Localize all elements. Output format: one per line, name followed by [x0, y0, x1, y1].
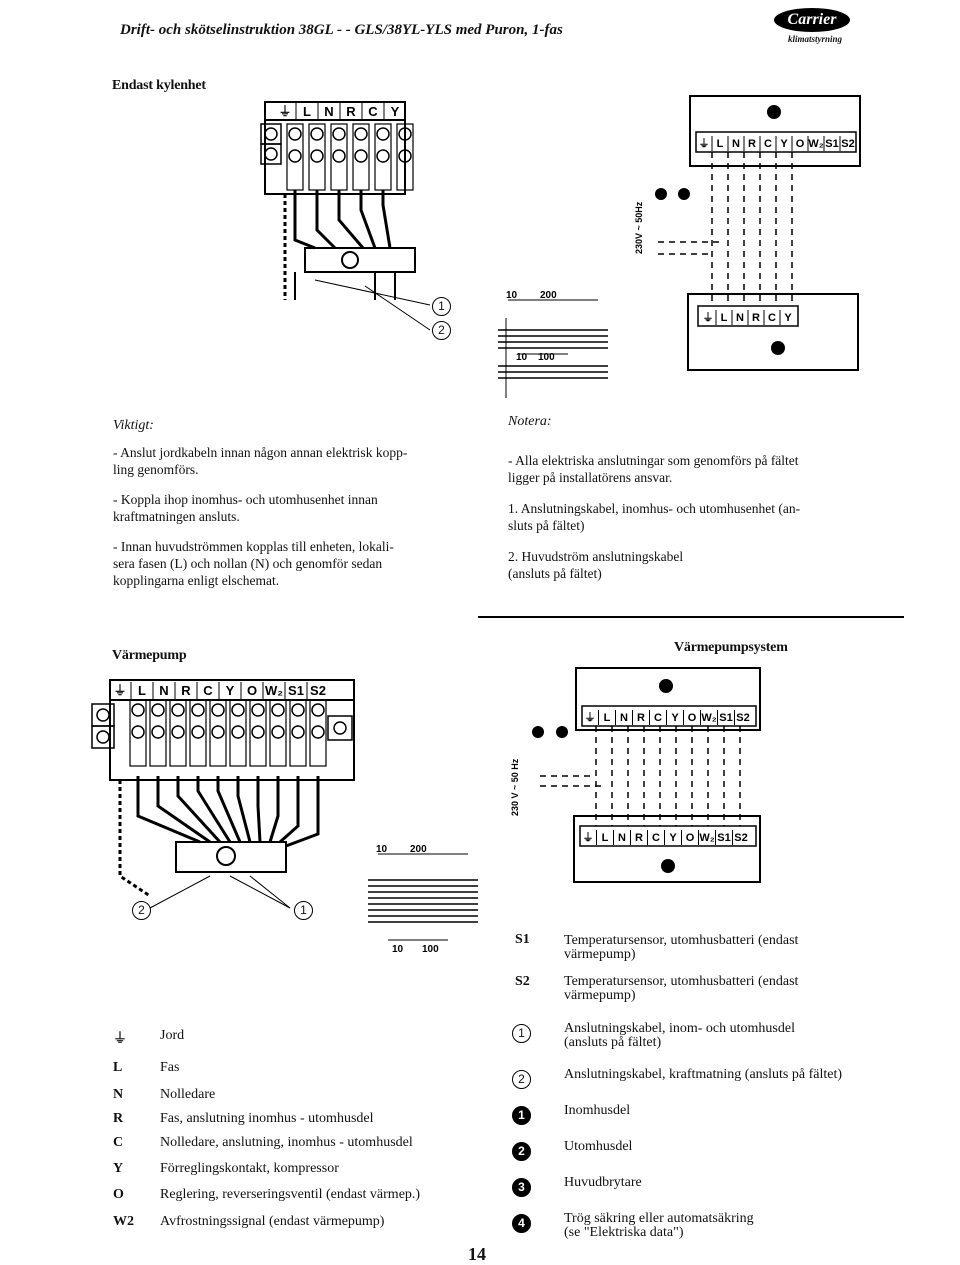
terminal-label: W₂ [699, 832, 715, 844]
callout-2-heat-pump: 2 [132, 901, 151, 920]
important-item-1: - Anslut jordkabeln innan någon annan elektrisk kopp- ling genomförs. [113, 445, 408, 477]
cable-strip-diagram-2 [358, 840, 488, 960]
terminal-label: Y [225, 683, 235, 698]
terminal-label: Y [784, 312, 792, 324]
legend-description: Nolledare, anslutning, inomhus - utomhusdel [160, 1135, 413, 1150]
terminal-label: L [138, 683, 146, 698]
terminal-label: W₂ [808, 138, 824, 150]
terminal-label: R [346, 104, 356, 119]
terminal-label: R [635, 832, 643, 844]
notes-title: Notera: [508, 414, 552, 429]
svg-text:10: 10 [516, 352, 528, 363]
terminal-label: L [601, 832, 609, 844]
terminal-screw [152, 726, 164, 738]
callout-1-heat-pump: 1 [294, 901, 313, 920]
legend-symbol: N [113, 1087, 124, 1102]
terminal-label: S1 [288, 683, 304, 698]
svg-text:230V ~ 50Hz: 230V ~ 50Hz [634, 201, 644, 254]
terminal-label: L [303, 104, 311, 119]
terminal-screw [132, 704, 144, 716]
terminal-screw [212, 704, 224, 716]
wiring-schematic-heat-pump [500, 666, 770, 890]
terminal-label: R [181, 683, 191, 698]
section-heading-heat-pump: Värmepump [112, 648, 187, 663]
terminal-screw [289, 128, 301, 140]
terminal-label: S1 [717, 832, 731, 844]
terminal-label: N [736, 312, 744, 324]
terminal-label: ⏚ [698, 138, 710, 150]
legend-description: Förreglingskontakt, kompressor [160, 1161, 339, 1176]
logo-name: Carrier [774, 8, 850, 32]
section-heading-cooling-only: Endast kylenhet [112, 78, 206, 93]
terminal-label: N [620, 712, 628, 724]
terminal-label: N [732, 138, 740, 150]
legend-number-description: Utomhusdel [564, 1139, 633, 1154]
terminal-label: C [652, 832, 660, 844]
terminal-label: W₂ [264, 683, 284, 698]
terminal-screw [289, 150, 301, 162]
legend-symbol: R [113, 1111, 124, 1126]
terminal-label: W₂ [701, 712, 717, 724]
legend-symbol: O [113, 1187, 124, 1202]
legend-description: Fas, anslutning inomhus - utomhusdel [160, 1111, 374, 1126]
svg-text:200: 200 [410, 844, 427, 855]
legend-number-badge: 2 [512, 1070, 531, 1089]
note-item-2: 1. Anslutningskabel, inomhus- och utomhusenhet (an- sluts på fältet) [508, 501, 801, 533]
terminal-screw [192, 704, 204, 716]
terminal-screw [333, 150, 345, 162]
terminal-label: C [764, 138, 772, 150]
legend-description: Fas [160, 1060, 180, 1075]
note-item-1: - Alla elektriska anslutningar som genomförs på fältet ligger på installatörens ansvar. [508, 453, 799, 485]
terminal-label: Y [780, 138, 788, 150]
terminal-label: R [748, 138, 756, 150]
sensor-text-s1: Temperatursensor, utomhusbatteri (endast värmepump) [564, 933, 799, 962]
svg-text:10: 10 [506, 290, 518, 301]
terminal-label: S1 [719, 712, 733, 724]
terminal-screw [311, 150, 323, 162]
terminal-label: C [654, 712, 662, 724]
terminal-label: N [324, 104, 334, 119]
terminal-label: C [203, 683, 213, 698]
legend-symbol: L [113, 1060, 123, 1075]
legend-number-badge: 1 [512, 1106, 531, 1125]
terminal-label: S2 [734, 832, 748, 844]
terminal-block-diagram-heat-pump [90, 676, 360, 916]
terminal-label: ⏚ [278, 104, 292, 119]
terminal-screw [232, 704, 244, 716]
document-header-title: Drift- och skötselinstruktion 38GL - - GLS/38YL-YLS med Puron, 1-fas [120, 22, 563, 38]
terminal-screw [132, 726, 144, 738]
legend-number-badge: 2 [512, 1142, 531, 1161]
callout-2: 2 [432, 321, 451, 340]
legend-number-description: Inomhusdel [564, 1103, 631, 1118]
terminal-screw [232, 726, 244, 738]
terminal-label: S2 [736, 712, 750, 724]
terminal-screw [333, 128, 345, 140]
terminal-screw [272, 726, 284, 738]
terminal-label: C [368, 104, 378, 119]
sensor-text-s2: Temperatursensor, utomhusbatteri (endast värmepump) [564, 974, 799, 1003]
sensor-code-s1: S1 [515, 932, 530, 947]
terminal-label: Y [671, 712, 679, 724]
legend-symbol: Y [113, 1161, 124, 1176]
terminal-screw [212, 726, 224, 738]
terminal-label: ⏚ [702, 312, 714, 324]
sensor-code-s2: S2 [515, 974, 530, 989]
terminal-screw [272, 704, 284, 716]
terminal-block-diagram-cooling [255, 100, 455, 340]
terminal-screw [355, 128, 367, 140]
carrier-logo [772, 6, 854, 44]
legend-number-description: Trög säkring eller automatsäkring (se "Elektriska data") [564, 1211, 754, 1240]
terminal-label: O [246, 683, 258, 698]
terminal-label: N [159, 683, 169, 698]
legend-description: Jord [160, 1028, 185, 1043]
terminal-screw [292, 704, 304, 716]
terminal-screw [252, 726, 264, 738]
terminal-label: L [716, 138, 724, 150]
terminal-label: O [685, 832, 695, 844]
legend-description: Avfrostningssignal (endast värmepump) [160, 1214, 385, 1229]
terminal-label: O [795, 138, 805, 150]
terminal-label: C [768, 312, 776, 324]
terminal-screw [377, 128, 389, 140]
terminal-screw [252, 704, 264, 716]
terminal-label: R [752, 312, 760, 324]
terminal-label: S2 [310, 683, 326, 698]
logo-subtitle: klimatstyrning [787, 34, 842, 44]
terminal-label: ⏚ [584, 712, 596, 724]
terminal-label: N [618, 832, 626, 844]
legend-symbol: W2 [113, 1214, 134, 1229]
important-item-2: - Koppla ihop inomhus- och utomhusenhet innan kraftmatningen ansluts. [113, 492, 378, 524]
legend-number-badge: 4 [512, 1214, 531, 1233]
terminal-screw [192, 726, 204, 738]
terminal-label: O [687, 712, 697, 724]
important-item-3: - Innan huvudströmmen kopplas till enheten, lokali- sera fasen (L) och nollan (N) och genomför sedan kopplingarna enligt elschemat. [113, 539, 394, 588]
legend-number-badge: 1 [512, 1024, 531, 1043]
terminal-label: L [603, 712, 611, 724]
terminal-label: L [720, 312, 728, 324]
note-item-3: 2. Huvudström anslutningskabel (ansluts på fältet) [508, 549, 684, 581]
terminal-screw [172, 726, 184, 738]
section-heading-heat-pump-system: Värmepumpsystem [674, 640, 788, 655]
important-title: Viktigt: [113, 418, 154, 433]
terminal-label: Y [390, 104, 400, 119]
callout-1: 1 [432, 297, 451, 316]
section-divider [478, 616, 904, 618]
terminal-screw [172, 704, 184, 716]
svg-text:100: 100 [422, 944, 439, 955]
svg-text:200: 200 [540, 290, 557, 301]
terminal-label: R [637, 712, 645, 724]
svg-text:10: 10 [376, 844, 388, 855]
terminal-label: S2 [841, 138, 855, 150]
terminal-screw [312, 726, 324, 738]
legend-description: Reglering, reverseringsventil (endast värmep.) [160, 1187, 421, 1202]
terminal-label: Y [669, 832, 677, 844]
legend-number-description: Anslutningskabel, kraftmatning (ansluts på fältet) [564, 1067, 842, 1082]
legend-number-badge: 3 [512, 1178, 531, 1197]
terminal-screw [292, 726, 304, 738]
terminal-screw [377, 150, 389, 162]
legend-number-description: Anslutningskabel, inom- och utomhusdel (ansluts på fältet) [564, 1021, 795, 1050]
terminal-screw [312, 704, 324, 716]
terminal-label: ⏚ [582, 832, 594, 844]
legend-number-description: Huvudbrytare [564, 1175, 642, 1190]
terminal-label: S1 [825, 138, 839, 150]
legend-description: Nolledare [160, 1087, 216, 1102]
svg-text:100: 100 [538, 352, 555, 363]
svg-text:230 V ~ 50 Hz: 230 V ~ 50 Hz [510, 758, 520, 816]
terminal-label: ⏚ [113, 683, 127, 698]
terminal-screw [355, 150, 367, 162]
svg-text:10: 10 [392, 944, 404, 955]
legend-symbol: C [113, 1135, 124, 1150]
legend-symbol: ⏚ [113, 1032, 127, 1047]
terminal-screw [311, 128, 323, 140]
page-number: 14 [468, 1244, 486, 1264]
wiring-schematic-cooling [628, 94, 868, 376]
terminal-screw [152, 704, 164, 716]
cable-strip-diagram-1 [488, 288, 618, 408]
